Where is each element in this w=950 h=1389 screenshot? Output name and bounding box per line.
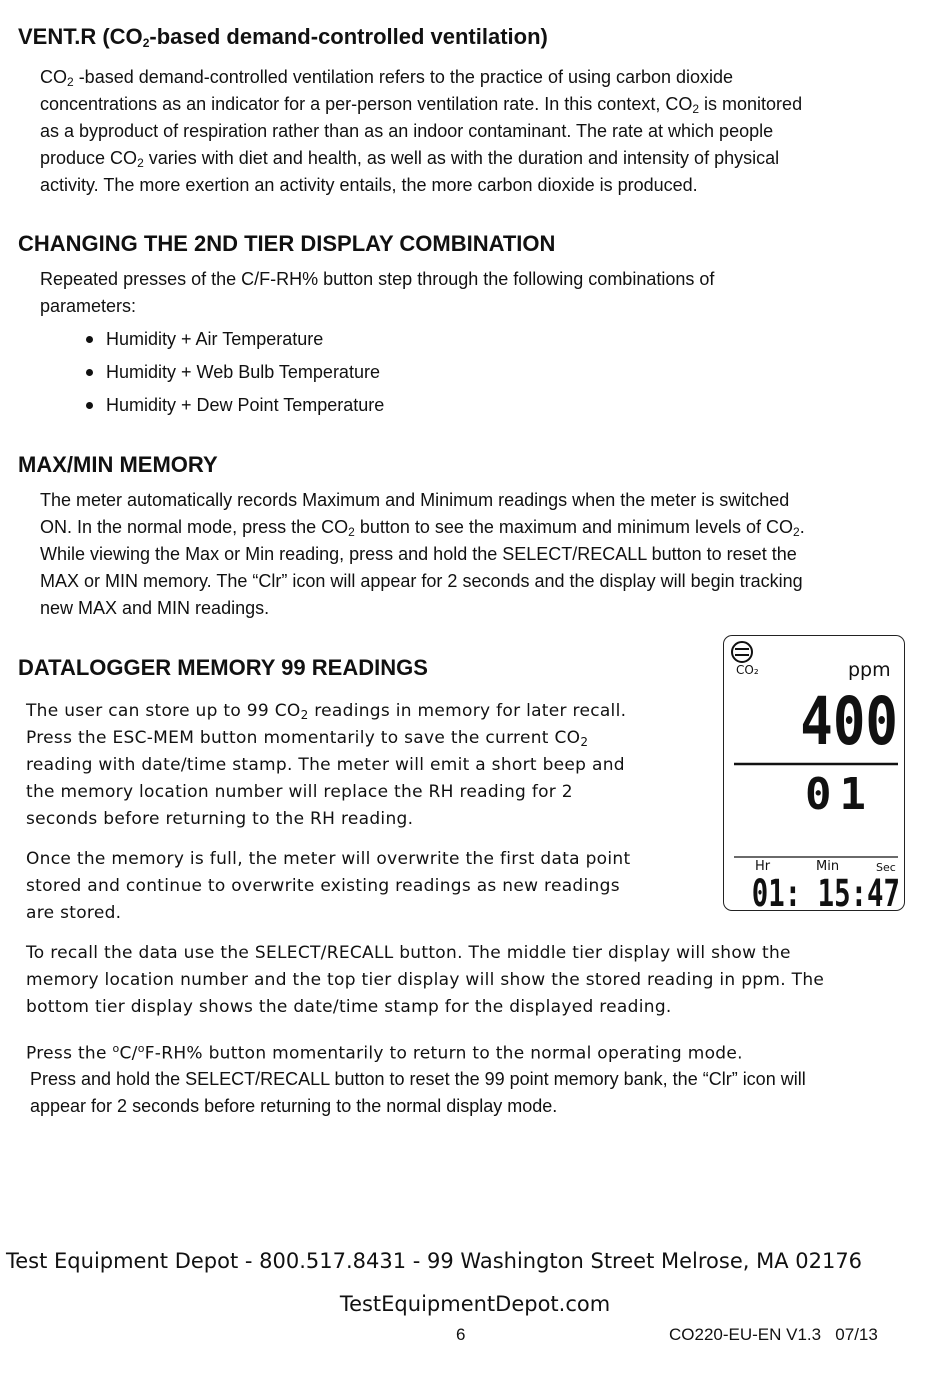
text-line: new MAX and MIN readings. [40,598,270,618]
footer-address: Test Equipment Depot - 800.517.8431 - 99 Washington Street Melrose, MA 02176 [6,1249,863,1273]
lcd-display-graphic [724,636,903,909]
text-line: as a byproduct of respiration rather than as an indoor contaminant. The rate at which people [40,121,774,141]
text-line: parameters: [40,296,137,316]
text-line: appear for 2 seconds before returning to the normal display mode. [30,1096,558,1116]
text-line: To recall the data use the SELECT/RECALL button. The middle tier display will show the [26,943,791,963]
co2-label: CO₂ [736,663,759,677]
min-label: Min [816,859,840,874]
co2-icon [732,642,752,662]
datalogger-paragraph-2 [26,846,630,927]
text-line: MAX or MIN memory. The “Clr” icon will appear for 2 seconds and the display will begin tracking [40,571,803,591]
footer-website: TestEquipmentDepot.com [339,1292,611,1316]
vent-r-paragraph [40,64,802,199]
datalogger-paragraph-5 [30,1066,806,1120]
text-line: seconds before returning to the RH reading. [26,809,414,829]
text-line: $CO_2$ -based demand-controlled ventilation refers to the practice of using carbon dioxide [40,67,734,89]
text-line: reading with date/time stamp. The meter will emit a short beep and [26,755,625,775]
text-line: Press and hold the SELECT/RECALL button to reset the 99 point memory bank, the “Clr” icon will [30,1069,806,1089]
text-line: stored and continue to overwrite existing readings as new readings [26,876,620,896]
datalogger-paragraph-1 [26,698,626,833]
top-reading: 400 [800,683,898,761]
text-line: The meter automatically records Maximum and Minimum readings when the meter is switched [40,490,790,510]
datalogger-paragraph-3 [26,940,824,1021]
memory-location-value: 01 [805,769,874,820]
text-line: Press the ESC-MEM button momentarily to save the current $CO_2$ [26,728,589,749]
page-number: 6 [456,1325,466,1344]
text-line: Repeated presses of the C/F-RH% button step through the following combinations of [40,269,715,289]
section-heading-datalogger: DATALOGGER MEMORY 99 READINGS [18,655,428,680]
combination-list [86,326,384,425]
text-line: are stored. [26,903,122,923]
datalogger-paragraph-4: Press the $^o$C/$^o$F-RH% button momentarily to return to the normal operating mode. [26,1042,743,1064]
2nd-tier-paragraph [40,266,714,320]
sec-label: Sec [876,861,896,874]
text-line: activity. The more exertion an activity entails, the more carbon dioxide is produced. [40,175,698,195]
text-line: the memory location number will replace the RH reading for 2 [26,782,573,802]
text-line: memory location number and the top tier display will show the stored reading in ppm. The [26,970,825,990]
text-line: concentrations as an indicator for a per-person ventilation rate. In this context, $CO_2$ is monitored [40,94,803,116]
text-line: While viewing the Max or Min reading, press and hold the SELECT/RECALL button to reset the [40,544,797,564]
max-min-paragraph [40,487,805,622]
section-heading-2nd-tier: CHANGING THE 2ND TIER DISPLAY COMBINATION [18,231,556,256]
text-line: ON. In the normal mode, press the $CO_2$ button to see the maximum and minimum levels of $CO_2$. [40,517,805,539]
section-heading-vent-r: VENT.R ($CO_2$-based demand-controlled ventilation) [18,24,548,50]
text-line: produce $CO_2$ varies with diet and health, as well as with the duration and intensity of physical [40,148,780,170]
list-item: Humidity + Air Temperature [86,326,384,359]
text-line: bottom tier display shows the date/time stamp for the displayed reading. [26,997,672,1017]
list-item: Humidity + Web Bulb Temperature [86,359,384,392]
section-heading-max-min: MAX/MIN MEMORY [18,452,218,477]
text-line: The user can store up to 99 $CO_2$ readings in memory for later recall. [26,701,627,722]
lcd-display [723,635,905,911]
text-line: Once the memory is full, the meter will overwrite the first data point [26,849,631,869]
document-code: CO220-EU-EN V1.3 07/13 [669,1325,878,1344]
list-item: Humidity + Dew Point Temperature [86,392,384,425]
time-stamp-value: 01: 15:47 [751,871,900,909]
ppm-unit: ppm [848,659,891,681]
hr-label: Hr [755,859,771,874]
